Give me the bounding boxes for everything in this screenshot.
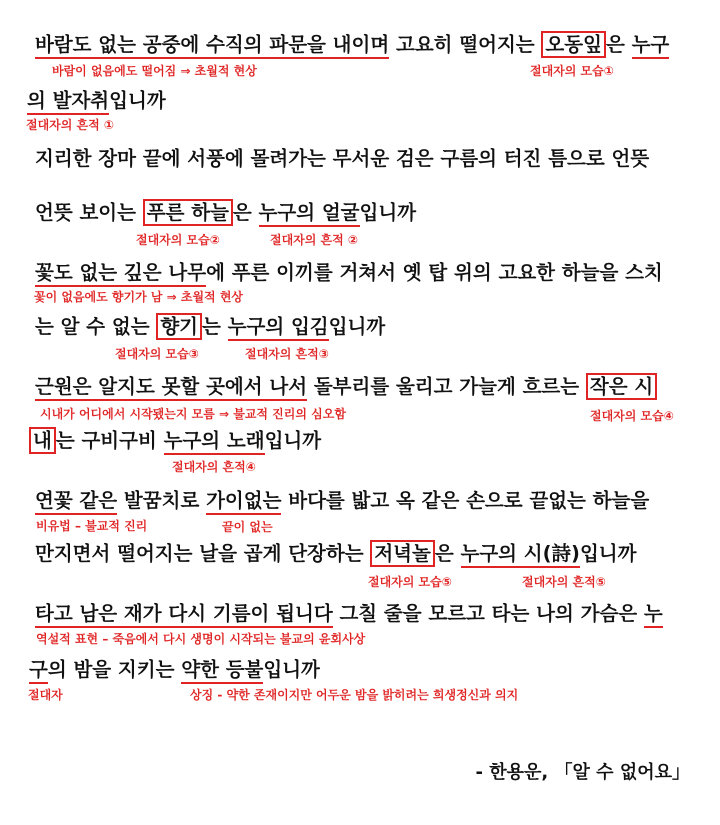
annotation: 비유법 – 불교적 진리 <box>36 519 148 533</box>
underlined-phrase: 누구의 얼굴 <box>259 201 360 227</box>
annotation: 절대자의 흔적④ <box>172 460 256 474</box>
plain-text: 는 구비구비 <box>55 429 164 452</box>
poem-line-6 <box>35 314 385 340</box>
plain-text: 발꿈치로 <box>117 489 207 512</box>
plain-text: 입니까 <box>264 429 322 452</box>
poem-line-12 <box>29 657 320 683</box>
underlined-phrase: 바람도 없는 공중에 수직의 파문을 내이며 <box>35 33 389 59</box>
annotation: 절대자의 모습⑤ <box>368 575 452 589</box>
boxed-phrase: 푸른 하늘 <box>143 199 233 226</box>
poem-line-1 <box>35 32 669 58</box>
underlined-phrase: 타고 남은 재가 다시 기름이 됩니다 <box>35 602 333 628</box>
plain-text: 만지면서 떨어지는 날을 곱게 단장하는 <box>35 542 371 565</box>
boxed-phrase: 내 <box>29 427 56 454</box>
plain-text: 는 알 수 없는 <box>35 315 157 338</box>
plain-text: 지리한 장마 끝에 서풍에 몰려가는 무서운 검은 구름의 터진 틈으로 언뜻 <box>35 147 650 170</box>
annotation: 바람이 없음에도 떨어짐 ⇒ 초월적 현상 <box>52 64 257 78</box>
poem-line-2 <box>27 88 166 114</box>
poem-line-11 <box>35 601 663 627</box>
underlined-phrase: 누구의 시(詩) <box>461 542 580 568</box>
plain-text: 입니까 <box>328 315 386 338</box>
underlined-phrase: 누 <box>644 602 663 628</box>
annotation: 절대자의 흔적③ <box>245 347 329 361</box>
underlined-phrase: 누구 <box>632 33 670 59</box>
boxed-phrase: 향기 <box>156 313 202 340</box>
annotation: 꽃이 없음에도 향기가 남 ⇒ 초월적 현상 <box>34 290 244 304</box>
annotation: 절대자의 모습② <box>136 233 220 247</box>
plain-text: 입니까 <box>579 542 637 565</box>
underlined-phrase: 구 <box>29 658 48 684</box>
poem-line-5 <box>35 260 663 286</box>
boxed-phrase: 작은 시 <box>586 373 657 400</box>
underlined-phrase: 근원은 알지도 못할 곳에서 나서 <box>35 375 307 401</box>
poem-line-9 <box>35 488 649 514</box>
annotation: 절대자의 모습① <box>530 64 614 78</box>
underlined-phrase: 꽃도 없는 깊은 나무 <box>35 261 206 287</box>
annotation: 시내가 어디에서 시작됐는지 모름 ⇒ 불교적 진리의 심오함 <box>40 407 346 421</box>
plain-text: 은 <box>434 542 461 565</box>
annotation: 절대자의 흔적 ② <box>270 233 359 247</box>
underlined-phrase: 누구의 노래 <box>164 429 265 455</box>
plain-text: 돌부리를 울리고 가늘게 흐르는 <box>307 375 586 398</box>
annotation: 절대자의 흔적 ① <box>26 118 115 132</box>
plain-text: 의 밤을 지키는 <box>47 658 182 681</box>
poem-line-10 <box>35 541 636 567</box>
underlined-phrase: 연꽃 같은 <box>35 489 117 515</box>
poem-line-3 <box>35 146 649 172</box>
plain-text: 고요히 떨어지는 <box>389 33 542 56</box>
underlined-phrase: 약한 등불 <box>181 658 263 684</box>
plain-text: 언뜻 보이는 <box>35 201 143 224</box>
plain-text: 그칠 줄을 모르고 타는 나의 가슴은 <box>332 602 644 625</box>
plain-text: 은 <box>232 201 259 224</box>
annotation: 절대자 <box>28 688 63 702</box>
plain-text: 에 푸른 이끼를 거쳐서 옛 탑 위의 고요한 하늘을 스치 <box>206 261 663 284</box>
annotation: 상징 - 약한 존재이지만 어두운 밤을 밝히려는 희생정신과 의지 <box>190 688 519 702</box>
underlined-phrase: 가이없는 <box>206 489 281 515</box>
poem-line-7 <box>35 374 657 400</box>
plain-text: 입니까 <box>359 201 417 224</box>
poem-line-8 <box>29 428 321 454</box>
plain-text: 입니까 <box>263 658 320 681</box>
annotation: 절대자의 모습④ <box>590 409 674 423</box>
annotation: 절대자의 흔적⑤ <box>522 575 606 589</box>
poem-attribution: - 한용운, 「알 수 없어요」 <box>475 762 690 783</box>
boxed-phrase: 저녁놀 <box>370 540 435 567</box>
underlined-phrase: 누구의 입김 <box>228 315 329 341</box>
annotation: 끝이 없는 <box>222 520 273 534</box>
underlined-phrase: 의 발자취 <box>27 89 109 115</box>
boxed-phrase: 오동잎 <box>541 31 606 58</box>
annotation: 역설적 표현 – 죽음에서 다시 생명이 시작되는 불교의 윤회사상 <box>36 632 366 646</box>
annotation: 절대자의 모습③ <box>115 347 199 361</box>
plain-text: 는 <box>202 315 228 338</box>
poem-line-4 <box>35 200 416 226</box>
plain-text: 은 <box>605 33 632 56</box>
plain-text: 입니까 <box>109 89 166 112</box>
plain-text: 바다를 밟고 옥 같은 손으로 끝없는 하늘을 <box>281 489 650 512</box>
